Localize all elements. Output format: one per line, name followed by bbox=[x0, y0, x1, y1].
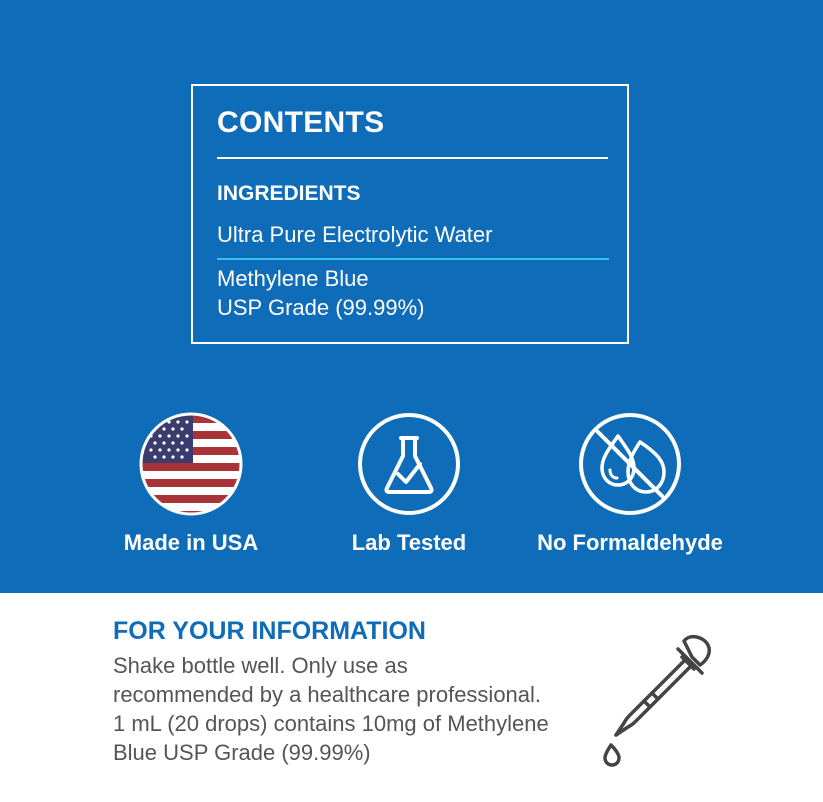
badge-label: No Formaldehyde bbox=[537, 530, 723, 555]
no-formaldehyde-icon bbox=[578, 412, 682, 516]
info-title: FOR YOUR INFORMATION bbox=[113, 617, 426, 645]
badge-no-formaldehyde bbox=[530, 412, 730, 556]
ingredient-item: Ultra Pure Electrolytic Water bbox=[217, 222, 493, 247]
contents-divider bbox=[217, 157, 608, 159]
dropper-icon bbox=[592, 627, 722, 772]
badge-made-in-usa bbox=[91, 412, 291, 556]
us-flag-icon bbox=[139, 412, 243, 516]
contents-title: CONTENTS bbox=[217, 106, 385, 139]
info-panel bbox=[0, 593, 823, 802]
ingredient-divider bbox=[217, 258, 609, 260]
ingredients-title: INGREDIENTS bbox=[217, 182, 361, 205]
badge-label: Made in USA bbox=[123, 530, 259, 555]
badge-lab-tested bbox=[309, 412, 509, 556]
flask-check-icon bbox=[357, 412, 461, 516]
info-text: Shake bottle well. Only use as recommended by a healthcare professional. 1 mL (20 drops) contains 10mg of Methylene Blue USP Grade (99.99%) bbox=[113, 653, 549, 765]
info-section bbox=[113, 615, 553, 767]
badge-label: Lab Tested bbox=[351, 530, 467, 555]
ingredient-item: Methylene Blue USP Grade (99.99%) bbox=[217, 266, 425, 320]
contents-box bbox=[191, 84, 629, 344]
